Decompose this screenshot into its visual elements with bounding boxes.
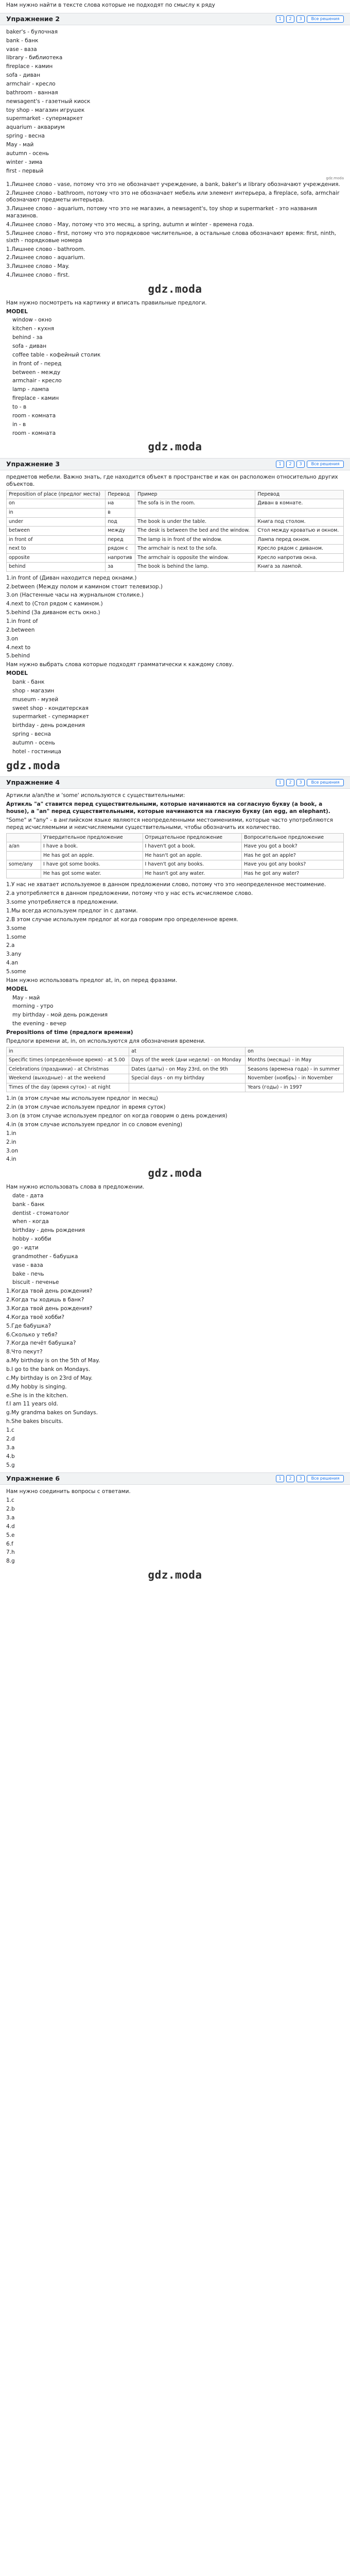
model-label: MODEL (6, 986, 28, 992)
list-item: when - когда (12, 1218, 49, 1225)
table-cell: The lamp is in front of the window. (135, 535, 255, 545)
exercise-4-vocab (6, 995, 344, 1028)
table-cell: Months (месяцы) - in May (246, 1056, 344, 1065)
table-cell: в (106, 508, 135, 517)
exercise-4-notes (6, 882, 344, 906)
list-item: hotel - гостиница (12, 748, 61, 755)
answer: 2.in (6, 1139, 16, 1145)
table-cell: November (ноябрь) - in November (246, 1074, 344, 1083)
solution-3-button[interactable]: 3 (296, 1475, 305, 1482)
list-item: winter - зима (6, 159, 43, 165)
answer: b.I go to the bank on Mondays. (6, 1366, 91, 1373)
answer: 6.f (6, 1540, 13, 1547)
task-text: Нам нужно использовать предлог at, in, on перед фразами. (6, 977, 178, 984)
table-cell (135, 508, 255, 517)
all-solutions-button[interactable]: Все решения (307, 461, 344, 468)
answer: 3.on (6, 635, 19, 642)
list-item: room - комната (12, 412, 56, 419)
answer: 4.b (6, 1453, 15, 1460)
question: 6.Сколько у тебя? (6, 1331, 58, 1338)
list-item: shop - магазин (12, 687, 55, 694)
list-item: sweet shop - кондитерская (12, 705, 89, 711)
table-cell: Years (годы) - in 1997 (246, 1083, 344, 1092)
solution-1-button[interactable]: 1 (276, 779, 284, 786)
question: 4.Когда твоё хобби? (6, 1314, 64, 1320)
list-item: first - первый (6, 167, 44, 174)
model-label: MODEL (6, 670, 28, 677)
answer: 2.В этом случае используем предлог at когда говорим про определенное время. (6, 916, 238, 923)
answer: 7.h (6, 1549, 15, 1556)
table-row (7, 535, 344, 545)
table-cell: Книга за лампой. (255, 563, 344, 572)
exercise-2-words (6, 29, 344, 175)
list-item: in front of - перед (12, 360, 62, 367)
list-item: spring - весна (12, 731, 51, 738)
list-item: coffee table - кофейный столик (12, 351, 101, 358)
exercise-3-short-answers (6, 618, 344, 660)
answer: 4.Лишнее слово - first. (6, 272, 70, 279)
list-item: to - в (12, 404, 27, 411)
table-row (7, 869, 344, 878)
exercise-2-answers (6, 181, 344, 245)
list-item: May - май (12, 994, 40, 1001)
list-item: baker's - булочная (6, 28, 58, 35)
exercise-4-tools (276, 779, 344, 786)
list-item: bathroom - ванная (6, 89, 58, 96)
table-cell: Have you got a book? (242, 842, 344, 852)
list-item: armchair - кресло (12, 378, 62, 384)
answer: 1.in (6, 1130, 16, 1137)
table-header-row (7, 1047, 344, 1056)
question: 1.Когда твой день рождения? (6, 1288, 93, 1295)
table-cell: The armchair is opposite the window. (135, 553, 255, 563)
table-cell (7, 851, 41, 860)
table-cell: a/an (7, 842, 41, 852)
answer: 3.some (6, 925, 26, 931)
table-cell (7, 869, 41, 878)
answer: 3.Лишнее слово - May. (6, 263, 70, 270)
list-item: hobby - хобби (12, 1236, 51, 1243)
answer: 2.Лишнее слово - aquarium. (6, 255, 85, 261)
table-cell: The book is behind the lamp. (135, 563, 255, 572)
table-header: Пример (135, 490, 255, 499)
table-cell: Have you got any books? (242, 860, 344, 870)
answer: 4.next to (6, 644, 31, 651)
table-cell: next to (7, 545, 106, 554)
list-item: birthday - день рождения (12, 722, 85, 729)
table-row (7, 1074, 344, 1083)
answer: 1.c (6, 1427, 14, 1434)
exercise-4-header (0, 776, 350, 789)
table-cell: in front of (7, 535, 106, 545)
list-item: supermarket - супермаркет (6, 115, 83, 122)
all-solutions-button[interactable]: Все решения (307, 779, 344, 786)
site-tagline: gdz.moda (326, 176, 344, 181)
list-item: kitchen - кухня (12, 326, 55, 332)
answer: f.I am 11 years old. (6, 1401, 58, 1408)
answer: 2.between (Между полом и камином стоит телевизор.) (6, 583, 163, 590)
table-cell: in (7, 508, 106, 517)
answer: d.My hobby is singing. (6, 1383, 67, 1390)
exercise-3-title: Упражнение 3 (6, 460, 60, 468)
exercise-5-answers (6, 1358, 344, 1426)
answer: 3.any (6, 951, 22, 958)
list-item: the evening - вечер (12, 1021, 67, 1027)
answer: 1.Лишнее слово - bathroom. (6, 246, 85, 252)
list-item: biscuit - печенье (12, 1279, 59, 1286)
list-item: vase - ваза (12, 1262, 43, 1268)
list-item: bank - банк (6, 37, 39, 44)
answer: c.My birthday is on 23rd of May. (6, 1375, 93, 1381)
table-cell: The book is under the table. (135, 517, 255, 527)
all-solutions-button[interactable]: Все решения (307, 1475, 344, 1482)
table-row (7, 1083, 344, 1092)
exercise-4-text: Артикли a/an/the и 'some' используются с существительными: (6, 792, 185, 799)
answer: 4.next to (Стол рядом с камином.) (6, 601, 103, 607)
answer: 1.Мы всегда используем предлог in с датами. (6, 908, 138, 914)
exercise-3-answers (6, 575, 344, 617)
table-row (7, 553, 344, 563)
prepositions-subtext: Предлоги времени at, in, on используются для обозначения времени. (6, 1038, 206, 1044)
table-row (7, 545, 344, 554)
list-item: fireplace - камин (6, 63, 53, 70)
table-row (7, 563, 344, 572)
answer: 1.in front of (6, 618, 38, 624)
list-item: window - окно (12, 317, 52, 324)
watermark-logo: gdz.moda (148, 1167, 202, 1180)
answer: 4.in (в этом случае используем предлог in со словом evening) (6, 1121, 183, 1128)
exercise-6-title: Упражнение 6 (6, 1475, 60, 1483)
list-item: fireplace - камин (12, 395, 59, 402)
list-item: autumn - осень (12, 740, 55, 747)
question: 3.Когда твой день рождения? (6, 1306, 93, 1312)
answer: 8.g (6, 1558, 15, 1565)
answer: 4.d (6, 1523, 15, 1530)
task-text: Нам нужно выбрать слова которые подходят грамматически к каждому слову. (6, 662, 234, 668)
watermark-logo: gdz.moda (148, 1569, 202, 1582)
table-header: Перевод (106, 490, 135, 499)
solution-1-button[interactable]: 1 (276, 15, 284, 23)
list-item: lamp - лампа (12, 386, 49, 393)
table-cell: на (106, 499, 135, 509)
task-text: Нам нужно использовать слова в предложении. (6, 1184, 145, 1190)
exercise-4-answers (6, 908, 344, 933)
table-cell: под (106, 517, 135, 527)
exercise-2-header (0, 13, 350, 25)
list-item: vase - ваза (6, 46, 37, 53)
articles-table (6, 833, 344, 879)
list-item: morning - утро (12, 1003, 54, 1010)
table-cell: Лампа перед окном. (255, 535, 344, 545)
question: 7.Когда печёт бабушка? (6, 1340, 76, 1347)
table-cell: Диван в комнате. (255, 499, 344, 509)
question: 8.Что пекут? (6, 1349, 43, 1355)
answer: 2.a (6, 942, 15, 949)
table-row (7, 851, 344, 860)
list-item: museum - музей (12, 696, 59, 703)
list-item: birthday - день рождения (12, 1227, 85, 1234)
table-cell (255, 508, 344, 517)
list-item: bank - банк (12, 679, 45, 686)
prepositions-answers (6, 1095, 344, 1128)
exercise-6-header (0, 1472, 350, 1485)
table-header (7, 833, 41, 842)
table-cell: The sofa is in the room. (135, 499, 255, 509)
table-row (7, 527, 344, 536)
table-header: Утвердительное предложение (41, 833, 143, 842)
table-cell (129, 1083, 246, 1092)
answer: 3.a (6, 1514, 15, 1521)
exercise-6-items (6, 1497, 344, 1565)
table-row (7, 508, 344, 517)
list-item: room - комната (12, 430, 56, 436)
answer: 3.Лишнее слово - aquarium, потому что это не магазин, а newsagent's, toy shop и supermarket - это названия магазинов. (6, 206, 317, 219)
list-item: my birthday - мой день рождения (12, 1012, 108, 1019)
table-cell: Specific times (определённое время) - at 5.00 (7, 1056, 129, 1065)
table-header: Preposition of place (предлог места) (7, 490, 106, 499)
answer: a.My birthday is on the 5th of May. (6, 1358, 100, 1364)
exercise-5-vocab (6, 1193, 344, 1286)
table-cell: He hasn't got any water. (143, 869, 242, 878)
table-cell: I have a book. (41, 842, 143, 852)
list-item: in - в (12, 421, 26, 428)
solution-2-button[interactable]: 2 (286, 779, 294, 786)
answer: 3.a (6, 1444, 15, 1451)
task-text: Нам нужно соединить вопросы с ответами. (6, 1488, 131, 1495)
answer: 2.Лишнее слово - bathroom, потому что это не обозначает мебель или элемент интерьера, а fireplace, sofa, armchair обозначают предметы интерьера. (6, 190, 340, 204)
question: 2.Когда ты ходишь в банк? (6, 1297, 84, 1303)
question: 5.Где бабушка? (6, 1323, 51, 1329)
list-item: behind - за (12, 334, 43, 341)
exercise-4-rule-2: "Some" и "any" - в английском языке являются неопределенными местоимениями, которые часто употребляются перед исчисляемыми и неисчисляемыми существительными, чтобы обозначить их количество. (6, 817, 333, 831)
table-cell: Seasons (времена года) - in summer (246, 1065, 344, 1074)
exercise-5-questions (6, 1288, 344, 1356)
table-cell: some/any (7, 860, 41, 870)
list-item: May - май (6, 142, 34, 148)
exercise-3-tools (276, 461, 344, 468)
prepositions-short (6, 1130, 344, 1163)
table-cell: Times of the day (время суток) - at night (7, 1083, 129, 1092)
table-header: Вопросительное предложение (242, 833, 344, 842)
list-item: aquarium - аквариум (6, 124, 65, 131)
table-cell: Weekend (выходные) - at the weekend (7, 1074, 129, 1083)
solution-3-button[interactable]: 3 (296, 15, 305, 23)
table-cell: Days of the week (дни недели) - on Monday (129, 1056, 246, 1065)
list-item: spring - весна (6, 133, 45, 140)
exercise-3-header (0, 458, 350, 470)
table-row (7, 842, 344, 852)
watermark-logo: gdz.moda (6, 759, 61, 772)
exercise-2-title: Упражнение 2 (6, 14, 60, 23)
solution-3-button[interactable]: 3 (296, 461, 305, 468)
watermark-logo: gdz.moda (148, 440, 202, 453)
list-item: bank - банк (12, 1201, 45, 1208)
table-cell: The armchair is next to the sofa. (135, 545, 255, 554)
answer: 4.an (6, 960, 19, 967)
list-item: dentist - стоматолог (12, 1210, 69, 1216)
table-cell: I have got some books. (41, 860, 143, 870)
list-item: armchair - кресло (6, 81, 56, 88)
answer: 5.some (6, 969, 26, 975)
table-cell: Кресло напротив окна. (255, 553, 344, 563)
table-cell: Кресло рядом с диваном. (255, 545, 344, 554)
table-cell: Celebrations (праздники) - at Christmas (7, 1065, 129, 1074)
answer: 2.in (в этом случае используем предлог in время суток) (6, 1104, 166, 1111)
exercise-2-items (6, 317, 344, 437)
answer: 4.in (6, 1156, 16, 1163)
answer: 3.on (в этом случае используем предлог on когда говорим о день рождения) (6, 1113, 227, 1120)
answer: 2.d (6, 1435, 15, 1442)
list-item: toy shop - магазин игрушек (6, 107, 85, 113)
table-cell: перед (106, 535, 135, 545)
table-cell: The desk is between the bed and the window. (135, 527, 255, 536)
table-cell: Книга под столом. (255, 517, 344, 527)
table-header-row (7, 490, 344, 499)
answer: 1.some (6, 934, 26, 940)
prepositions-of-time-table (6, 1047, 344, 1093)
table-header: Отрицательное предложение (143, 833, 242, 842)
table-cell: Has he got any water? (242, 869, 344, 878)
solution-1-button[interactable]: 1 (276, 1475, 284, 1482)
table-cell: напротив (106, 553, 135, 563)
exercise-2-short-answers (6, 246, 344, 279)
table-cell: Has he got an apple? (242, 851, 344, 860)
answer: 1.in (в этом случае мы используем предлог in месяц) (6, 1095, 158, 1102)
table-cell: между (106, 527, 135, 536)
answer: 1.in front of (Диван находится перед окнами.) (6, 574, 137, 581)
answer: h.She bakes biscuits. (6, 1418, 63, 1425)
table-row (7, 499, 344, 509)
table-cell: on (7, 499, 106, 509)
model-label: MODEL (6, 308, 28, 315)
table-cell: He hasn't got an apple. (143, 851, 242, 860)
table-cell: Стол между кроватью и окном. (255, 527, 344, 536)
note: 3.some употребляется в предложении. (6, 899, 118, 906)
exercise-3-vocab (6, 679, 344, 756)
table-header: in (7, 1047, 129, 1056)
table-cell: Special days - on my birthday (129, 1074, 246, 1083)
table-cell: рядом с (106, 545, 135, 554)
table-header-row (7, 833, 344, 842)
answer: 5.behind (За диваном есть окно.) (6, 609, 100, 616)
table-cell: He has got some water. (41, 869, 143, 878)
exercise-3-intro: предметов мебели. Важно знать, где находится объект в пространстве и как он расположен относительно других объектов. (6, 474, 338, 488)
answer: 1.Лишнее слово - vase, потому что это не обозначает учреждение, а bank, baker's и library обозначают учреждения. (6, 181, 340, 188)
answer: 3.on (6, 1147, 19, 1154)
note: 1.У нас не хватает используемое в данном предложении слово, потому что это неопределенное местоимение. (6, 882, 326, 888)
list-item: go - идти (12, 1245, 39, 1251)
list-item: library - библиотека (6, 55, 63, 61)
all-solutions-button[interactable]: Все решения (307, 15, 344, 23)
exercise-2-tools (276, 15, 344, 23)
answer: 5.e (6, 1532, 15, 1538)
list-item: autumn - осень (6, 150, 49, 157)
exercise-5-final (6, 1427, 344, 1469)
solution-3-button[interactable]: 3 (296, 779, 305, 786)
table-header: at (129, 1047, 246, 1056)
answer: 3.on (Настенные часы на журнальном столике.) (6, 592, 144, 599)
prepositions-heading: Prepositions of time (предлоги времени) (6, 1029, 133, 1036)
list-item: between - между (12, 369, 61, 376)
table-row (7, 517, 344, 527)
list-item: supermarket - супермаркет (12, 714, 90, 720)
solution-2-button[interactable]: 2 (286, 15, 294, 23)
table-row (7, 860, 344, 870)
answer: g.My grandma bakes on Sundays. (6, 1410, 98, 1416)
table-cell: He has got an apple. (41, 851, 143, 860)
table-cell: I haven't got any books. (143, 860, 242, 870)
task-text: Нам нужно посмотреть на картинку и вписать правильные предлоги. (6, 299, 207, 306)
list-item: sofa - диван (12, 343, 47, 350)
table-cell: opposite (7, 553, 106, 563)
intro-text: Нам нужно найти в тексте слова которые не подходят по смыслу к ряду (6, 2, 215, 8)
watermark-logo: gdz.moda (148, 283, 202, 296)
solution-1-button[interactable]: 1 (276, 461, 284, 468)
answer: 1.c (6, 1497, 14, 1504)
list-item: date - дата (12, 1192, 44, 1199)
prepositions-of-place-table (6, 490, 344, 572)
table-cell: behind (7, 563, 106, 572)
table-cell: за (106, 563, 135, 572)
table-cell: under (7, 517, 106, 527)
exercise-4-title: Упражнение 4 (6, 778, 60, 787)
answer: 4.Лишнее слово - May, потому что это месяц, а spring, autumn и winter - времена года. (6, 222, 254, 228)
exercise-4-list (6, 934, 344, 976)
table-cell: I haven't got a book. (143, 842, 242, 852)
table-row (7, 1056, 344, 1065)
list-item: newsagent's - газетный киоск (6, 98, 91, 105)
exercise-6-tools (276, 1475, 344, 1482)
table-cell: Dates (даты) - on May 23rd, on the 9th (129, 1065, 246, 1074)
note: 2.a употребляется в данном предложении, потому что у нас есть исчисляемое слово. (6, 890, 253, 897)
answer: 5.g (6, 1462, 15, 1468)
list-item: bake - печь (12, 1270, 44, 1277)
table-row (7, 1065, 344, 1074)
table-header: on (246, 1047, 344, 1056)
table-header: Перевод (255, 490, 344, 499)
list-item: grandmother - бабушка (12, 1253, 78, 1260)
answer: 2.b (6, 1506, 15, 1513)
answer: 2.between (6, 626, 35, 633)
solution-2-button[interactable]: 2 (286, 1475, 294, 1482)
list-item: sofa - диван (6, 72, 41, 79)
answer: 5.behind (6, 653, 30, 659)
table-cell: between (7, 527, 106, 536)
answer: e.She is in the kitchen. (6, 1392, 68, 1399)
solution-2-button[interactable]: 2 (286, 461, 294, 468)
exercise-4-rule: Артикль "a" ставится перед существительными, которые начинаются на согласную букву (a book, a house), а "an" перед существительными, которые начинаются на гласную букву (an egg, an elephant). (6, 801, 330, 815)
answer: 5.Лишнее слово - first, потому что это порядковое числительное, а остальные слова обозначают время: first, ninth, sixth - порядковые номера (6, 230, 336, 244)
